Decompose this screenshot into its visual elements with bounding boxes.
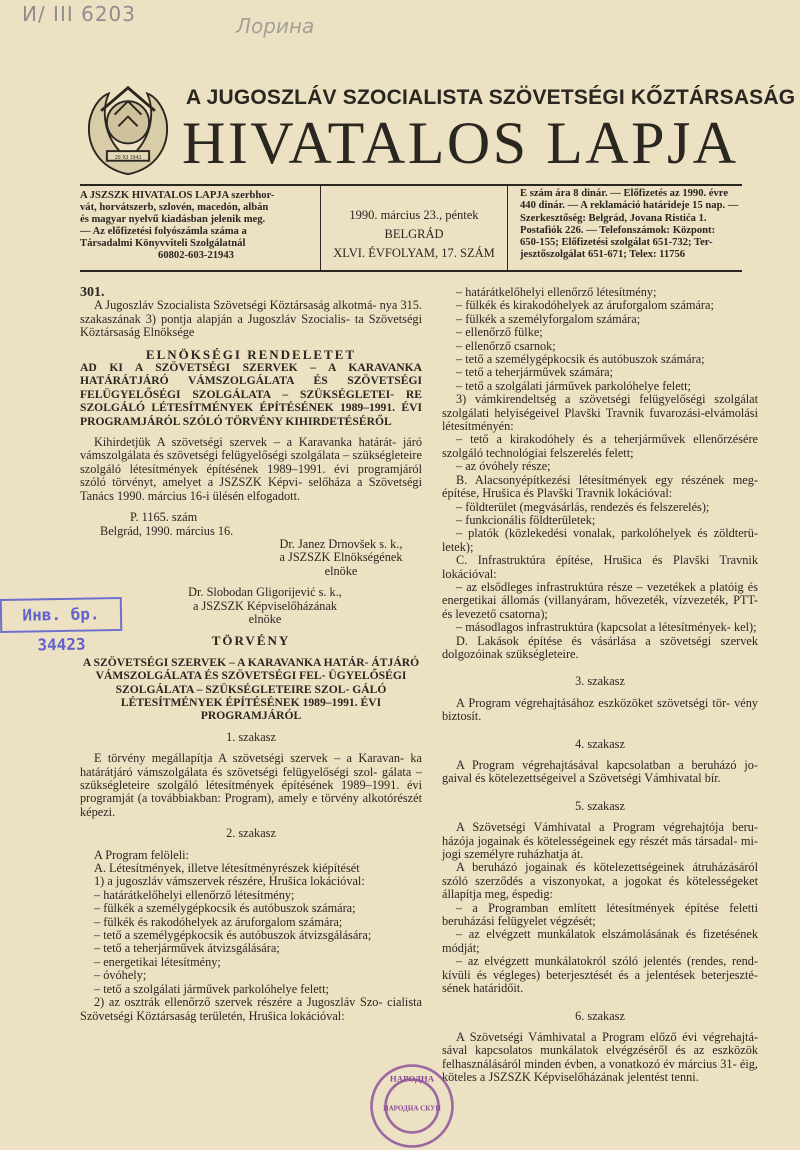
- masthead-line: jesztőszolgálat 651-671; Telex: 11756: [520, 249, 686, 261]
- paragraph: elnöke: [248, 611, 282, 626]
- paragraph: 5. szakasz: [575, 798, 625, 813]
- paragraph: – tető a teherjárművek átvizsgálására;: [94, 941, 280, 956]
- paragraph: – funkcionális földterületek;: [456, 512, 596, 527]
- spacer: [442, 786, 758, 800]
- paragraph: – fülkék és rakodóhelyek az áruforgalom számára;: [94, 914, 343, 929]
- spacer: [442, 996, 758, 1010]
- emblem-date: 29 XI 1943: [114, 154, 142, 161]
- masthead: [80, 184, 742, 272]
- paragraph: – földterület (megvásárlás, rendezés és felszerelés);: [456, 499, 710, 514]
- paragraph: A Program felöleli:: [94, 847, 189, 862]
- issue-volume: XLVI. ÉVFOLYAM, 17. SZÁM: [333, 246, 495, 260]
- paragraph: 3. szakasz: [575, 674, 625, 689]
- masthead-publication-info: [80, 190, 312, 262]
- paragraph: a JSZSZK Elnökségének: [279, 550, 403, 565]
- paragraph: – tető a kirakodóhely és a teherjárművek ellenőrzésére szolgáló technológiai felszerelés felett;: [442, 432, 758, 460]
- paragraph: A beruházó jogainak és kötelezettségeinek átruházásáról szóló szerződés a viszonyokat, a jogokat és kötelességeket állapítja meg, éspedig:: [442, 860, 758, 902]
- left-column: [80, 286, 422, 1023]
- header-country: A JUGOSZLÁV SZOCIALISTA SZÖVETSÉGI KŐZTÁRSASÁG: [186, 86, 796, 109]
- masthead-line: vát, horvátszerb, szlovén, macedón, albán: [80, 202, 269, 213]
- paragraph: – határátkelőhelyi ellenőrző létesítmény;: [456, 285, 657, 299]
- paragraph: – platók (közlekedési vonalak, parkolóhelyek és zöldterü- letek);: [442, 526, 758, 554]
- paragraph: P. 1165. szám: [130, 510, 198, 525]
- paragraph: ELNÖKSÉGI RENDELETET: [145, 346, 357, 362]
- paragraph: Dr. Slobodan Gligorijević s. k.,: [188, 585, 342, 600]
- paragraph: 1. szakasz: [226, 729, 276, 744]
- masthead-line: 60802-603-21943: [158, 250, 234, 261]
- paragraph: – másodlagos infrastruktúra (kapcsolat a létesítmények- kel);: [456, 620, 757, 635]
- paragraph: TÖRVÉNY: [211, 633, 291, 649]
- paragraph: – tető a szolgálati járművek parkolóhelye felett;: [94, 981, 329, 996]
- paragraph: – ellenőrző csarnok;: [456, 338, 556, 353]
- paragraph: 301.: [80, 285, 105, 300]
- issue-date: 1990. március 23., péntek: [349, 208, 479, 222]
- masthead-price-info: [520, 188, 742, 262]
- paragraph: AD KI A SZÖVETSÉGI SZERVEK – A KARAVANKA HATÁRÁTJÁRÓ VÁMSZOLGÁLATA ÉS SZÖVETSÉGI FELÜGYELŐSÉGI SZOLGÁLATA – SZÜKSÉGLETEI- RE SZOLGÁLÓ LÉTESÍTMÉNYEK ÉPÍTÉSÉNEK 1989–1991. ÉVI PROGRAMJÁRÓL SZÓLÓ TÖRVÉNY KIHIRDETÉSÉRŐL: [80, 361, 422, 428]
- paragraph: – az elvégzett munkálatok elszámolásának és fizetésének módját;: [442, 927, 758, 955]
- paragraph: Kihirdetjük A szövetségi szervek – a Karavanka határát- járó vámszolgálata és szövetségi felügyelőségi szolgálata – szükségleteire szolgáló létesítmények építésének 1989–1991. évi programjáról szóló törvényt, amelyet a JSZSZK Képvi- selőháza a Szövetségi Tanács 1990. március 16-i ülésén elfogadott.: [80, 435, 422, 503]
- inventory-stamp: Инв. бр. 34423: [0, 597, 122, 633]
- paragraph: E törvény megállapítja A szövetségi szervek – a Karavan- ka határátjáró vámszolgálata és szövetségi felügyelőségi szol- gálata – szükségleteire szolgáló létesítmények építésének 1989–1991. évi programját (a továbbiakban: Program), amely e törvény alkotórészét képezi.: [80, 751, 422, 819]
- masthead-line: A JSZSZK HIVATALOS LAPJA szerbhor-: [80, 190, 275, 201]
- paragraph: – tető a személygépkocsik és autóbuszok átvizsgálására;: [94, 928, 372, 943]
- paragraph: B. Alacsonyépítkezési létesítmények egy részének meg- építése, Hrušica és Plavški Travnik lokációval:: [442, 472, 758, 501]
- spacer: [442, 661, 758, 675]
- paragraph: – az elvégzett munkálatokról szóló jelentés (rendes, rend- kívüli és végleges) beterjesztését és a jelentések beterjeszté- sének határidőit.: [442, 954, 758, 996]
- page-title: HIVATALOS LAPJA: [182, 110, 739, 176]
- stamp-round-mid: НАРОДНА СКУП: [383, 1104, 441, 1113]
- paragraph: – tető a személygépkocsik és autóbuszok számára;: [456, 352, 705, 367]
- paragraph: A. Létesítmények, illetve létesítményrészek kiépítését: [94, 861, 360, 876]
- masthead-line: E szám ára 8 dinár. — Előfizetés az 1990. évre: [520, 188, 729, 199]
- masthead-line: Társadalmi Könyvviteli Szolgálatnál: [80, 238, 246, 249]
- paragraph: A Szövetségi Vámhivatal a Program végrehajtója beru- házója jogainak és kötelességeinek egy részét más társadal- mi-jogi személyre ruházhatja át.: [442, 820, 758, 862]
- paragraph: 2. szakasz: [226, 826, 276, 841]
- paragraph: – fülkék a személyforgalom számára;: [456, 311, 641, 326]
- paragraph: – fülkék a személygépkocsik és autóbuszok számára;: [94, 901, 356, 916]
- paragraph: 3) vámkirendeltség a szövetségi felügyelőségi szolgálat szolgálati helyiségeivel Plavški Travnik fuvarozási-elvámolási létesítményén:: [442, 392, 758, 434]
- handwritten-shelfmark: И/ III 6203: [22, 2, 137, 26]
- paragraph: A Szövetségi Vámhivatal a Program előző évi végrehajtá- sával kapcsolatos munkálatok elvégzéséről és az eszközök felhasználásáról minden évben, a vonatkozó év március 31- éig, köteles a JSZSZK Képviselőházának jelentést tenni.: [442, 1029, 758, 1085]
- paragraph: 2) az osztrák ellenőrző szervek részére a Jugoszláv Szo- cialista Szövetségi Köztársaság területén, Hrušica lokációval:: [80, 995, 422, 1023]
- issue-city: BELGRÁD: [384, 227, 444, 241]
- paragraph: – az óvóhely része;: [456, 459, 551, 474]
- masthead-line: Postafiók 226. — Telefonszámok: Központ:: [520, 224, 716, 236]
- paragraph: – tető a teherjárművek számára;: [456, 365, 614, 380]
- library-round-stamp: [368, 1062, 456, 1150]
- paragraph: – óvóhely;: [94, 968, 147, 983]
- handwritten-note: Лорина: [236, 14, 315, 38]
- paragraph: 6. szakasz: [575, 1008, 625, 1023]
- paragraph: A SZÖVETSÉGI SZERVEK – A KARAVANKA HATÁR- ÁTJÁRÓ VÁMSZOLGÁLATA ÉS SZÖVETSÉGI FEL- ÜGYELŐSÉGI SZOLGÁLATA – SZÜKSÉGLETEIRE SZOL- GÁLÓ LÉTESÍTMÉNYEK ÉPÍTÉSÉNEK 1989–1991. ÉVI PROGRAMJÁRÓL: [82, 655, 420, 723]
- spacer: [442, 724, 758, 738]
- masthead-line: — Az előfizetési folyószámla száma a: [80, 226, 247, 237]
- paragraph: – fülkék és kirakodóhelyek az áruforgalom számára;: [456, 298, 714, 313]
- paragraph: 1) a jugoszláv vámszervek részére, Hrušica lokációval:: [94, 874, 365, 889]
- paragraph: – ellenőrző fülke;: [456, 325, 543, 340]
- paragraph: a JSZSZK Képviselőházának: [192, 598, 338, 613]
- stamp-round-top: НАРОДНА: [389, 1073, 435, 1084]
- masthead-issue: [320, 186, 508, 270]
- masthead-line: 440 dinár. — A reklamáció határideje 15 nap. —: [520, 200, 739, 212]
- paragraph: – határátkelőhelyi ellenőrző létesítmény;: [94, 887, 295, 902]
- paragraph: A Program végrehajtásával kapcsolatban a beruházó jo- gaival és kötelezettségeivel a Szövetségi Vámhivatal bír.: [442, 758, 758, 786]
- masthead-line: és magyar nyelvű kiadásban jelenik meg.: [80, 214, 266, 225]
- masthead-line: Szerkesztőség: Belgrád, Jovana Ristića 1.: [520, 212, 707, 224]
- right-column: [442, 286, 758, 1085]
- paragraph: – az elsődleges infrastruktúra része – vezetékek a platóig és energetikai állomás (villanyáram, hővezeték, vízvezeték, PTT- és levezető csatorna);: [442, 579, 758, 621]
- state-emblem-icon: [80, 82, 176, 178]
- paragraph: – a Programban említett létesítmények építése feletti beruházási felügyelet végzését;: [442, 900, 758, 929]
- paragraph: 4. szakasz: [575, 736, 625, 751]
- paragraph: A Jugoszláv Szocialista Szövetségi Köztársaság alkotmá- nya 315. szakaszának 3) pontja alapján a Jugoszláv Szocialis- ta Szövetségi Köztársaság Elnöksége: [80, 298, 422, 340]
- paragraph: A Program végrehajtásához eszközöket szövetségi tör- vény biztosít.: [442, 695, 758, 724]
- paragraph: Dr. Janez Drnovšek s. k.,: [279, 536, 403, 551]
- paragraph: C. Infrastruktúra építése, Hrušica és Plavški Travnik lokációval:: [442, 553, 758, 581]
- paragraph: Belgrád, 1990. március 16.: [100, 523, 234, 538]
- paragraph: elnöke: [324, 563, 358, 578]
- spacer: [80, 648, 422, 656]
- paragraph: – energetikai létesítmény;: [94, 954, 221, 969]
- masthead-line: 650-155; Előfizetési szolgálat 651-732; Ter-: [520, 237, 713, 249]
- paragraph: – tető a szolgálati járművek parkolóhelye felett;: [456, 378, 691, 393]
- paragraph: D. Lakások építése és vásárlása a szövetségi szervek dolgozóinak szükségleteire.: [442, 633, 758, 661]
